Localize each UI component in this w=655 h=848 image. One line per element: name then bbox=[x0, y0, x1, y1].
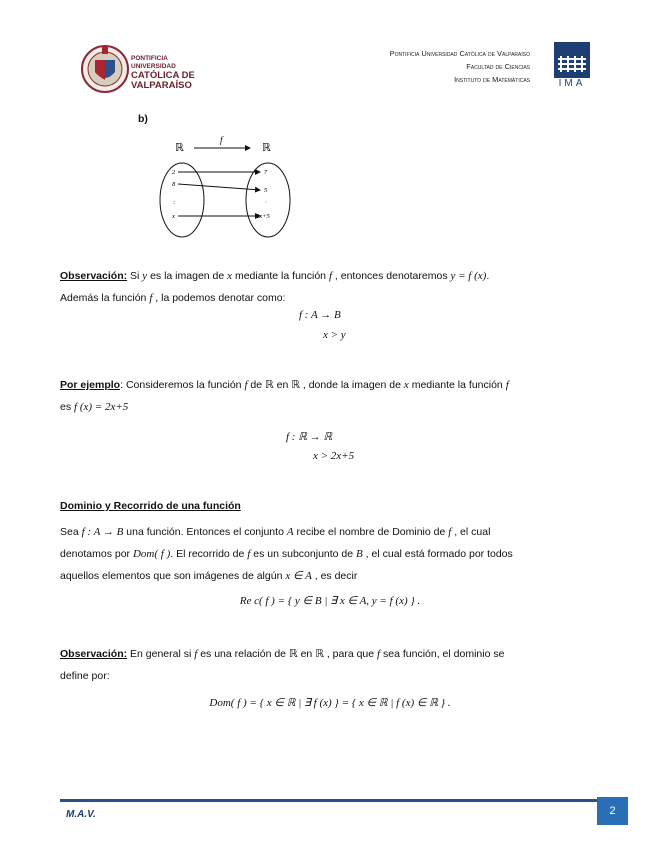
text: de bbox=[247, 379, 266, 391]
domain-item: x bbox=[172, 213, 175, 220]
mapping-diagram-svg bbox=[150, 134, 300, 242]
math-x: x bbox=[403, 379, 409, 391]
logo-line: UNIVERSIDAD bbox=[131, 63, 176, 70]
codomain-item: · bbox=[265, 199, 267, 206]
math-reals: ℝ bbox=[288, 648, 298, 660]
math-reals: ℝ bbox=[291, 379, 300, 391]
university-seal-icon bbox=[80, 42, 130, 94]
math-x-in-A: x ∈ A bbox=[285, 570, 312, 582]
codomain-label: ℝ bbox=[262, 142, 271, 154]
text: una función. Entonces el conjunto bbox=[123, 526, 287, 538]
header-institute: Instituto de Matemáticas bbox=[454, 75, 530, 84]
observation-1-line2 bbox=[60, 287, 600, 309]
math-f: f bbox=[247, 548, 251, 560]
observation-2-title: Observación: bbox=[60, 648, 128, 660]
text: , para que bbox=[323, 648, 378, 660]
domain-line2 bbox=[60, 543, 600, 565]
domain-line1 bbox=[60, 521, 600, 543]
text: es bbox=[60, 401, 75, 413]
map-line-2: x > y bbox=[323, 329, 346, 341]
observation-1-line1 bbox=[60, 265, 600, 287]
codomain-item: 2x+5 bbox=[256, 213, 270, 220]
math-B: B bbox=[356, 548, 363, 560]
text: . bbox=[486, 270, 490, 282]
text: es un subconjunto de bbox=[250, 548, 357, 560]
text: mediante la función bbox=[232, 270, 329, 282]
math-x: x bbox=[227, 270, 233, 282]
example-title: Por ejemplo bbox=[60, 379, 121, 391]
domain-section-title: Dominio y Recorrido de una función bbox=[60, 500, 241, 512]
footer-author: M.A.V. bbox=[66, 809, 96, 820]
footer-rule bbox=[60, 799, 598, 802]
ima-building-icon bbox=[554, 42, 590, 78]
math-reals: ℝ bbox=[315, 648, 324, 660]
header-text bbox=[390, 47, 530, 86]
text: , donde la imagen de bbox=[299, 379, 404, 391]
university-logo bbox=[80, 42, 130, 94]
text: es la imagen de bbox=[147, 270, 228, 282]
codomain-item: 7 bbox=[264, 169, 268, 176]
math-A: A bbox=[286, 526, 294, 538]
logo-line: CATÓLICA DE bbox=[131, 70, 195, 81]
text: aquellos elementos que son imágenes de algún bbox=[60, 570, 286, 582]
text: : Consideremos la función bbox=[120, 379, 245, 391]
math-formula: f (x) = 2x+5 bbox=[74, 401, 129, 413]
observation-2-line1 bbox=[60, 643, 600, 665]
text: , el cual está formado por todos bbox=[362, 548, 513, 560]
math-dom: Dom( f ) bbox=[132, 548, 171, 560]
example-map-line-2: x > 2x+5 bbox=[313, 450, 355, 462]
math-formula: y = f (x) bbox=[450, 270, 487, 282]
math-reals: ℝ bbox=[265, 379, 274, 391]
example-line1 bbox=[60, 374, 600, 396]
text: en bbox=[297, 648, 316, 660]
math-f: f bbox=[448, 526, 452, 538]
text: mediante la función bbox=[408, 379, 506, 391]
math-f: f bbox=[505, 379, 509, 391]
text: Sea bbox=[60, 526, 82, 538]
text: es una relación de bbox=[197, 648, 289, 660]
domain-item: 8 bbox=[172, 181, 176, 188]
text: , entonces denotaremos bbox=[332, 270, 451, 282]
observation-1-title: Observación: bbox=[60, 270, 128, 282]
logo-text bbox=[131, 55, 195, 91]
text: , el cual bbox=[451, 526, 491, 538]
codomain-set bbox=[246, 163, 290, 237]
header-university: Pontificia Universidad Católica de Valparaíso bbox=[389, 49, 530, 58]
ima-label: IMA bbox=[558, 78, 586, 89]
math-f: f bbox=[328, 270, 332, 282]
domain-label: ℝ bbox=[175, 142, 184, 154]
math-f: f : A → B bbox=[81, 526, 124, 538]
logo-line: VALPARAÍSO bbox=[131, 80, 192, 91]
example-map-line-1: f : ℝ → ℝ bbox=[286, 431, 333, 443]
domain-line3 bbox=[60, 565, 600, 587]
text: , la podemos denotar como: bbox=[152, 292, 286, 304]
text: En general si bbox=[127, 648, 195, 660]
text: sea función, el dominio se bbox=[380, 648, 505, 660]
function-diagram bbox=[150, 134, 300, 242]
text: recibe el nombre de Dominio de bbox=[293, 526, 449, 538]
text: en bbox=[273, 379, 292, 391]
section-b-label: b) bbox=[138, 113, 148, 125]
header-faculty: Facultad de Ciencias bbox=[466, 62, 530, 71]
ima-logo bbox=[554, 42, 590, 78]
math-f: f bbox=[244, 379, 248, 391]
math-y: y bbox=[142, 270, 148, 282]
arrow-label: f bbox=[220, 135, 223, 145]
text: denotamos por bbox=[60, 548, 133, 560]
math-f: f bbox=[194, 648, 198, 660]
text: Si bbox=[127, 270, 143, 282]
math-f: f bbox=[149, 292, 153, 304]
observation-2-line2: define por: bbox=[60, 670, 110, 682]
domain-formula: Dom( f ) = { x ∈ ℝ | ∃ f (x) } = { x ∈ ℝ | f (x) ∈ ℝ } . bbox=[209, 697, 451, 709]
text: Además la función bbox=[60, 292, 150, 304]
domain-item: 2 bbox=[172, 169, 176, 176]
example-line2 bbox=[60, 396, 600, 418]
range-formula: Re c( f ) = { y ∈ B | ∃ x ∈ A, y = f (x) } . bbox=[239, 595, 421, 607]
math-f: f bbox=[377, 648, 381, 660]
domain-item: : bbox=[173, 199, 176, 206]
logo-line: PONTIFICIA bbox=[131, 55, 168, 62]
map-line-1: f : A → B bbox=[299, 309, 341, 321]
domain-set bbox=[160, 163, 204, 237]
text: , es decir bbox=[311, 570, 358, 582]
page-number: 2 bbox=[597, 797, 628, 825]
text: . El recorrido de bbox=[170, 548, 248, 560]
codomain-item: 5 bbox=[264, 187, 268, 194]
